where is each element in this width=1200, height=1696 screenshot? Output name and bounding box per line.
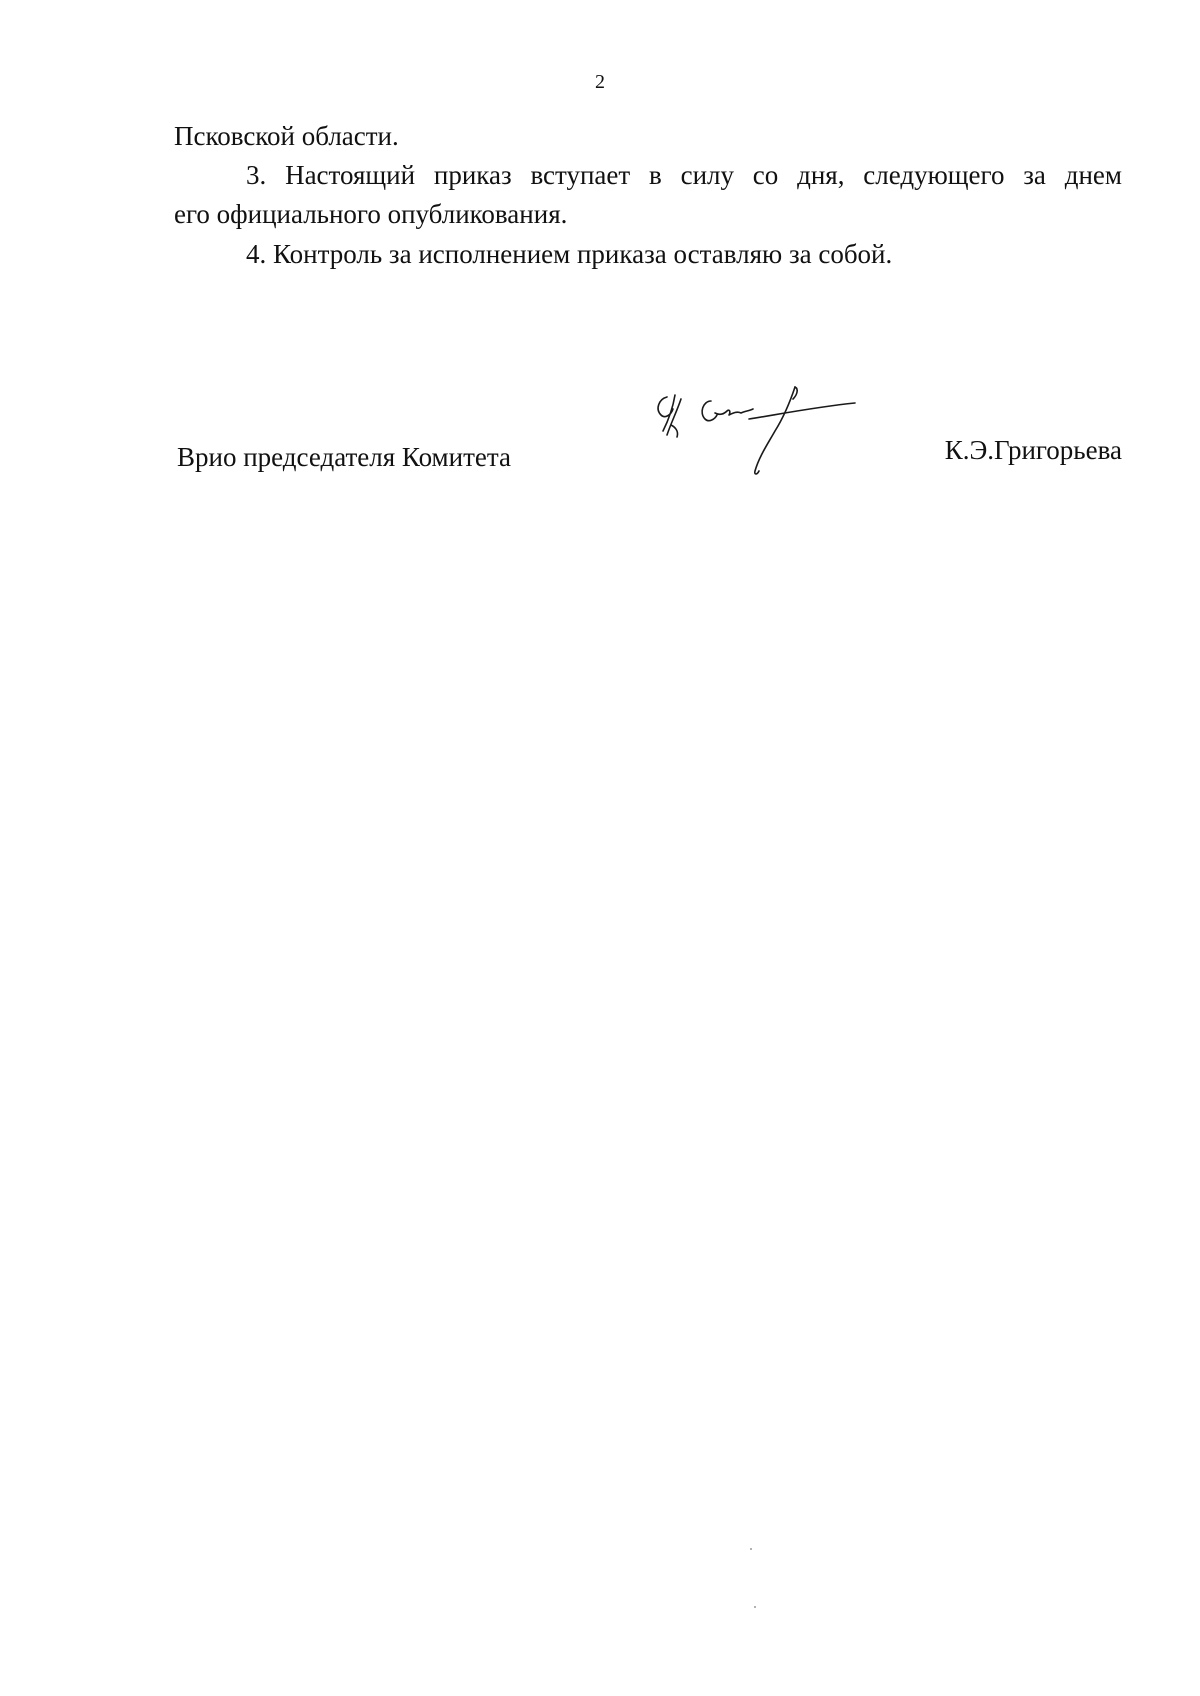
scan-speck	[750, 1548, 752, 1550]
paragraph-item-3-line-2: его официального опубликования.	[174, 199, 568, 229]
paragraph-item-4: 4. Контроль за исполнением приказа оставляю за собой.	[246, 239, 893, 269]
handwritten-signature	[645, 385, 895, 495]
signer-position-title: Врио председателя Комитета	[177, 442, 511, 472]
paragraph-item-3-line-1: 3. Настоящий приказ вступает в силу со дня, следующего за днем	[246, 160, 1122, 190]
page-number: 2	[595, 71, 605, 93]
signer-name: К.Э.Григорьева	[944, 435, 1122, 465]
paragraph-line-1: Псковской области.	[174, 121, 399, 151]
scan-speck	[754, 1606, 756, 1608]
